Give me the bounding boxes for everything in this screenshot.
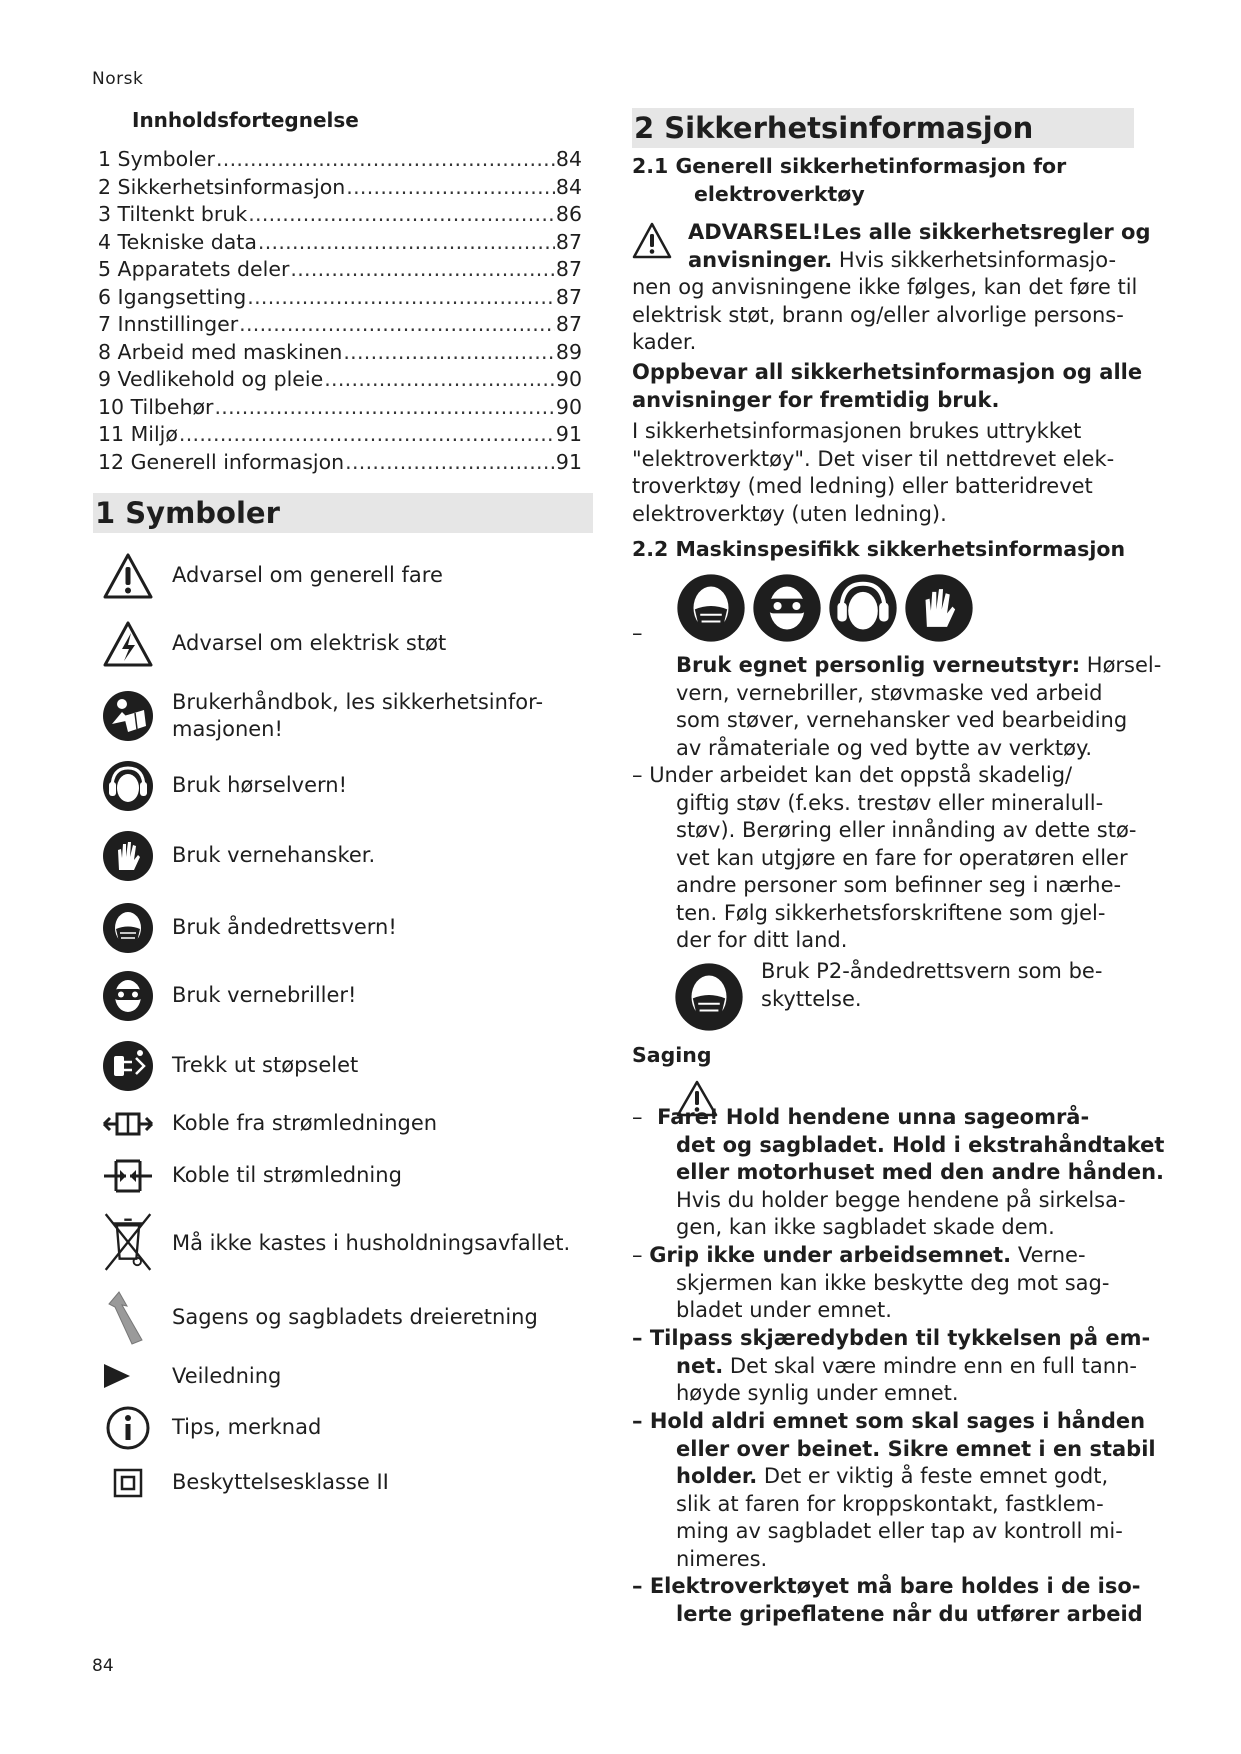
p2-note <box>761 958 1141 1013</box>
keep-instructions <box>632 359 1143 414</box>
text-line: lerte gripeflatene når du utfører arbeid <box>676 1601 1143 1626</box>
text-bold: holder. <box>676 1464 758 1488</box>
symbol-row <box>102 1361 282 1391</box>
toc-leader-dots <box>345 449 555 477</box>
toc-leader-dots <box>346 174 555 202</box>
section-heading-symbols: 1 Symboler <box>93 493 593 533</box>
symbol-text: Tips, merknad <box>172 1415 322 1439</box>
warning-general-icon <box>102 550 154 602</box>
toc-item-label: 3 Tiltenkt bruk <box>98 202 248 226</box>
weee-bin-icon <box>102 1210 154 1274</box>
text-span: Verne- <box>1011 1243 1086 1267</box>
toc-item[interactable] <box>98 421 582 449</box>
symbol-text: Trekk ut støpselet <box>172 1053 359 1077</box>
heading-line: elektroverktøy <box>694 181 865 206</box>
text-bold: Bruk egnet personlig verneutstyr: <box>676 653 1081 677</box>
bullet-dash: – <box>632 1574 643 1598</box>
text-span: Det skal være mindre enn en full tann- <box>723 1353 1137 1378</box>
toc-title: Innholdsfortegnelse <box>132 108 359 132</box>
symbol-text: Koble til strømledning <box>172 1163 402 1187</box>
symbol-text-line-1: Brukerhåndbok, les sikkerhetsinfor- <box>172 690 544 714</box>
text-span: Hørsel- <box>1080 653 1162 677</box>
text-line: Oppbevar all sikkerhetsinformasjon og alle <box>632 360 1143 384</box>
symbol-row <box>102 550 443 602</box>
manual-icon <box>102 690 154 742</box>
text-line: I sikkerhetsinformasjonen brukes uttrykket <box>632 419 1082 443</box>
respirator-icon <box>102 902 154 954</box>
text-line: av råmateriale og ved bytte av verktøy. <box>676 735 1093 760</box>
toc-leader-dots <box>247 284 555 312</box>
symbol-text-line-2: masjonen! <box>172 717 283 741</box>
section-2-2-title: 2.2 Maskinspesifikk sikkerhetsinformasjon <box>632 537 1126 561</box>
saging-title: Saging <box>632 1043 712 1067</box>
bullet-dash: – <box>632 1409 643 1433</box>
ppe-paragraph <box>632 652 1162 762</box>
grip-bullet <box>632 1242 1137 1325</box>
toc-item-label: 6 Igangsetting <box>98 284 247 309</box>
toc-item[interactable] <box>98 256 582 284</box>
toc-item[interactable] <box>98 146 582 174</box>
symbol-text <box>172 689 592 743</box>
toc-leader-dots <box>258 229 555 257</box>
symbol-text: Beskyttelsesklasse II <box>172 1470 389 1494</box>
table-of-contents <box>98 146 582 476</box>
warning-paragraph <box>632 219 1151 357</box>
toc-leader-dots <box>248 201 555 229</box>
toc-item-page: 87 <box>555 284 582 309</box>
text-span: Tilpass skjæredybden til tykkelsen på em- <box>649 1326 1151 1350</box>
text-line: vet kan utgjøre en fare for operatøren eller <box>676 845 1128 870</box>
text-line: høyde synlig under emnet. <box>676 1381 959 1405</box>
bullet-dash: – <box>632 763 643 787</box>
hold-bullet <box>632 1408 1156 1573</box>
page-number: 84 <box>92 1656 114 1676</box>
toc-item-label: 10 Tilbehør <box>98 394 214 419</box>
section-2-1-title <box>632 153 1137 208</box>
toc-item-label: 7 Innstillinger <box>98 312 239 336</box>
symbol-text: Veiledning <box>172 1364 282 1388</box>
text-line: kader. <box>632 330 697 354</box>
dust-bullet <box>632 762 1137 955</box>
connect-icon <box>102 1150 154 1202</box>
symbol-row <box>102 1150 402 1202</box>
toc-item-page: 86 <box>555 202 582 226</box>
toc-item[interactable] <box>98 394 582 422</box>
hearing-protection-icon <box>102 760 154 812</box>
text-line: ADVARSEL!Les alle sikkerhetsregler og <box>688 220 1151 244</box>
toc-item[interactable] <box>98 311 582 339</box>
text-line: som støver, vernehansker ved bearbeiding <box>676 708 1128 732</box>
toc-item-label: 4 Tekniske data <box>98 229 257 254</box>
toc-item-label: 8 Arbeid med maskinen <box>98 339 343 364</box>
symbol-text: Bruk åndedrettsvern! <box>172 915 397 939</box>
play-triangle-icon <box>102 1361 154 1391</box>
symbol-text: Bruk vernebriller! <box>172 983 357 1007</box>
text-line: andre personer som befinner seg i nærhe- <box>676 873 1122 897</box>
toc-item-page: 91 <box>555 449 582 474</box>
bullet-dash: – <box>632 1326 643 1350</box>
symbol-row <box>102 970 357 1022</box>
text-line: bladet under emnet. <box>676 1298 892 1322</box>
text-line: ten. Følg sikkerhetsforskriftene som gjel- <box>676 900 1106 925</box>
info-icon <box>102 1404 154 1452</box>
warning-electric-icon <box>102 618 154 670</box>
text-line: anvisninger for fremtidig bruk. <box>632 387 1000 412</box>
toc-item-page: 90 <box>555 394 582 419</box>
text-line: skyttelse. <box>761 986 862 1011</box>
symbol-text: Advarsel om elektrisk støt <box>172 631 447 655</box>
text-line: eller motorhuset med den andre hånden. <box>676 1160 1165 1184</box>
text-line: vern, vernebriller, støvmaske ved arbeid <box>676 680 1103 705</box>
symbol-text: Sagens og sagbladets dreieretning <box>172 1305 538 1329</box>
text-line: elektrisk støt, brann og/eller alvorlige persons- <box>632 302 1124 327</box>
text-line: skjermen kan ikke beskytte deg mot sag- <box>676 1270 1110 1295</box>
symbol-row <box>102 1040 359 1092</box>
symbol-row <box>102 618 447 670</box>
symbol-row <box>102 760 348 812</box>
toc-item[interactable] <box>98 284 582 312</box>
toc-leader-dots <box>343 339 555 367</box>
toc-item-page: 90 <box>555 367 582 391</box>
toc-item[interactable] <box>98 366 582 394</box>
symbol-text: Bruk vernehansker. <box>172 843 376 867</box>
symbol-row <box>102 690 544 742</box>
symbol-row <box>102 1404 322 1452</box>
goggles-icon <box>102 970 154 1022</box>
language-label: Norsk <box>92 69 144 89</box>
toc-item-page: 84 <box>555 147 582 171</box>
class-ii-icon <box>102 1465 154 1501</box>
elek-bullet <box>632 1573 1143 1628</box>
disconnect-icon <box>102 1098 154 1150</box>
toc-leader-dots <box>179 421 555 449</box>
text-line: eller over beinet. Sikre emnet i en stabil <box>676 1436 1156 1461</box>
text-line: nimeres. <box>676 1546 768 1571</box>
symbol-text: Bruk hørselvern! <box>172 773 348 797</box>
text-span: Det er viktig å feste emnet godt, <box>757 1464 1109 1488</box>
toc-item-label: 9 Vedlikehold og pleie <box>98 367 324 391</box>
symbol-row <box>102 1098 438 1150</box>
toc-item[interactable] <box>98 229 582 257</box>
text-span: Hold aldri emnet som skal sages i hånden <box>649 1409 1146 1433</box>
text-line: Hvis du holder begge hendene på sirkelsa- <box>676 1187 1126 1212</box>
text-span: Hvis sikkerhetsinformasjo- <box>832 247 1117 272</box>
toc-item-page: 87 <box>555 312 582 336</box>
text-span: Elektroverktøyet må bare holdes i de iso- <box>649 1574 1141 1598</box>
unplug-icon <box>102 1040 154 1092</box>
fare-bullet <box>632 1104 1165 1242</box>
symbol-row <box>102 1465 389 1501</box>
rotation-arrow-icon <box>102 1290 154 1346</box>
dash: – <box>632 621 643 645</box>
toc-item[interactable] <box>98 449 582 477</box>
symbol-row <box>102 902 397 954</box>
toc-leader-dots <box>290 256 554 284</box>
text-line: der for ditt land. <box>676 928 848 952</box>
symbol-row <box>102 1210 571 1274</box>
symbol-text: Må ikke kastes i husholdningsavfallet. <box>172 1231 571 1255</box>
text-line: Bruk P2-åndedrettsvern som be- <box>761 959 1103 983</box>
text-line: gen, kan ikke sagbladet skade dem. <box>676 1215 1055 1239</box>
toc-leader-dots <box>216 146 555 174</box>
respirator-icon <box>674 962 744 1036</box>
toc-item-page: 89 <box>555 339 582 364</box>
heading-line: 2.1 Generell sikkerhetinformasjon for <box>632 154 1067 178</box>
text-bold: anvisninger. <box>688 247 833 272</box>
toc-item-page: 87 <box>555 229 582 254</box>
text-span: Under arbeidet kan det oppstå skadelig/ <box>649 763 1073 787</box>
text-span: Fare! Hold hendene unna sageområ- <box>657 1105 1090 1129</box>
toc-item[interactable] <box>98 339 582 367</box>
text-line: slik at faren for kroppskontakt, fastklem- <box>676 1491 1104 1516</box>
toc-item-label: 5 Apparatets deler <box>98 257 290 281</box>
symbol-row <box>102 1290 538 1346</box>
text-line: støv). Berøring eller innånding av dette stø- <box>676 818 1137 842</box>
text-bold: net. <box>676 1353 724 1378</box>
gloves-icon <box>102 830 154 882</box>
toc-item-label: 12 Generell informasjon <box>98 449 345 474</box>
text-line: det og sagbladet. Hold i ekstrahåndtaket <box>676 1132 1165 1157</box>
toc-leader-dots <box>239 311 555 339</box>
bullet-dash: – <box>632 1243 643 1267</box>
symbol-row <box>102 830 376 882</box>
text-line: troverktøy (med ledning) eller batteridrevet <box>632 474 1093 498</box>
text-line: ming av sagbladet eller tap av kontroll mi- <box>676 1519 1123 1543</box>
text-line: elektroverktøy (uten ledning). <box>632 501 947 526</box>
symbol-text: Advarsel om generell fare <box>172 563 443 587</box>
tilpass-bullet <box>632 1325 1151 1408</box>
toc-leader-dots <box>324 366 555 394</box>
toc-item-page: 91 <box>555 422 582 446</box>
bullet-dash: – <box>632 1105 643 1129</box>
text-line: "elektroverktøy". Det viser til nettdrevet elek- <box>632 446 1115 471</box>
section-heading-safety: 2 Sikkerhetsinformasjon <box>632 108 1134 148</box>
text-line: nen og anvisningene ikke følges, kan det føre til <box>632 275 1138 299</box>
toc-item[interactable] <box>98 174 582 202</box>
term-paragraph <box>632 418 1137 528</box>
toc-leader-dots <box>214 394 554 422</box>
text-line: giftig støv (f.eks. trestøv eller mineralull- <box>676 790 1104 815</box>
toc-item-label: 1 Symboler <box>98 147 215 171</box>
toc-item-label: 11 Miljø <box>98 422 178 446</box>
toc-item[interactable] <box>98 201 582 229</box>
toc-item-page: 87 <box>555 257 582 281</box>
text-bold: Grip ikke under arbeidsemnet. <box>649 1243 1012 1267</box>
toc-item-label: 2 Sikkerhetsinformasjon <box>98 174 346 199</box>
toc-item-page: 84 <box>555 174 582 199</box>
symbol-text: Koble fra strømledningen <box>172 1111 438 1135</box>
